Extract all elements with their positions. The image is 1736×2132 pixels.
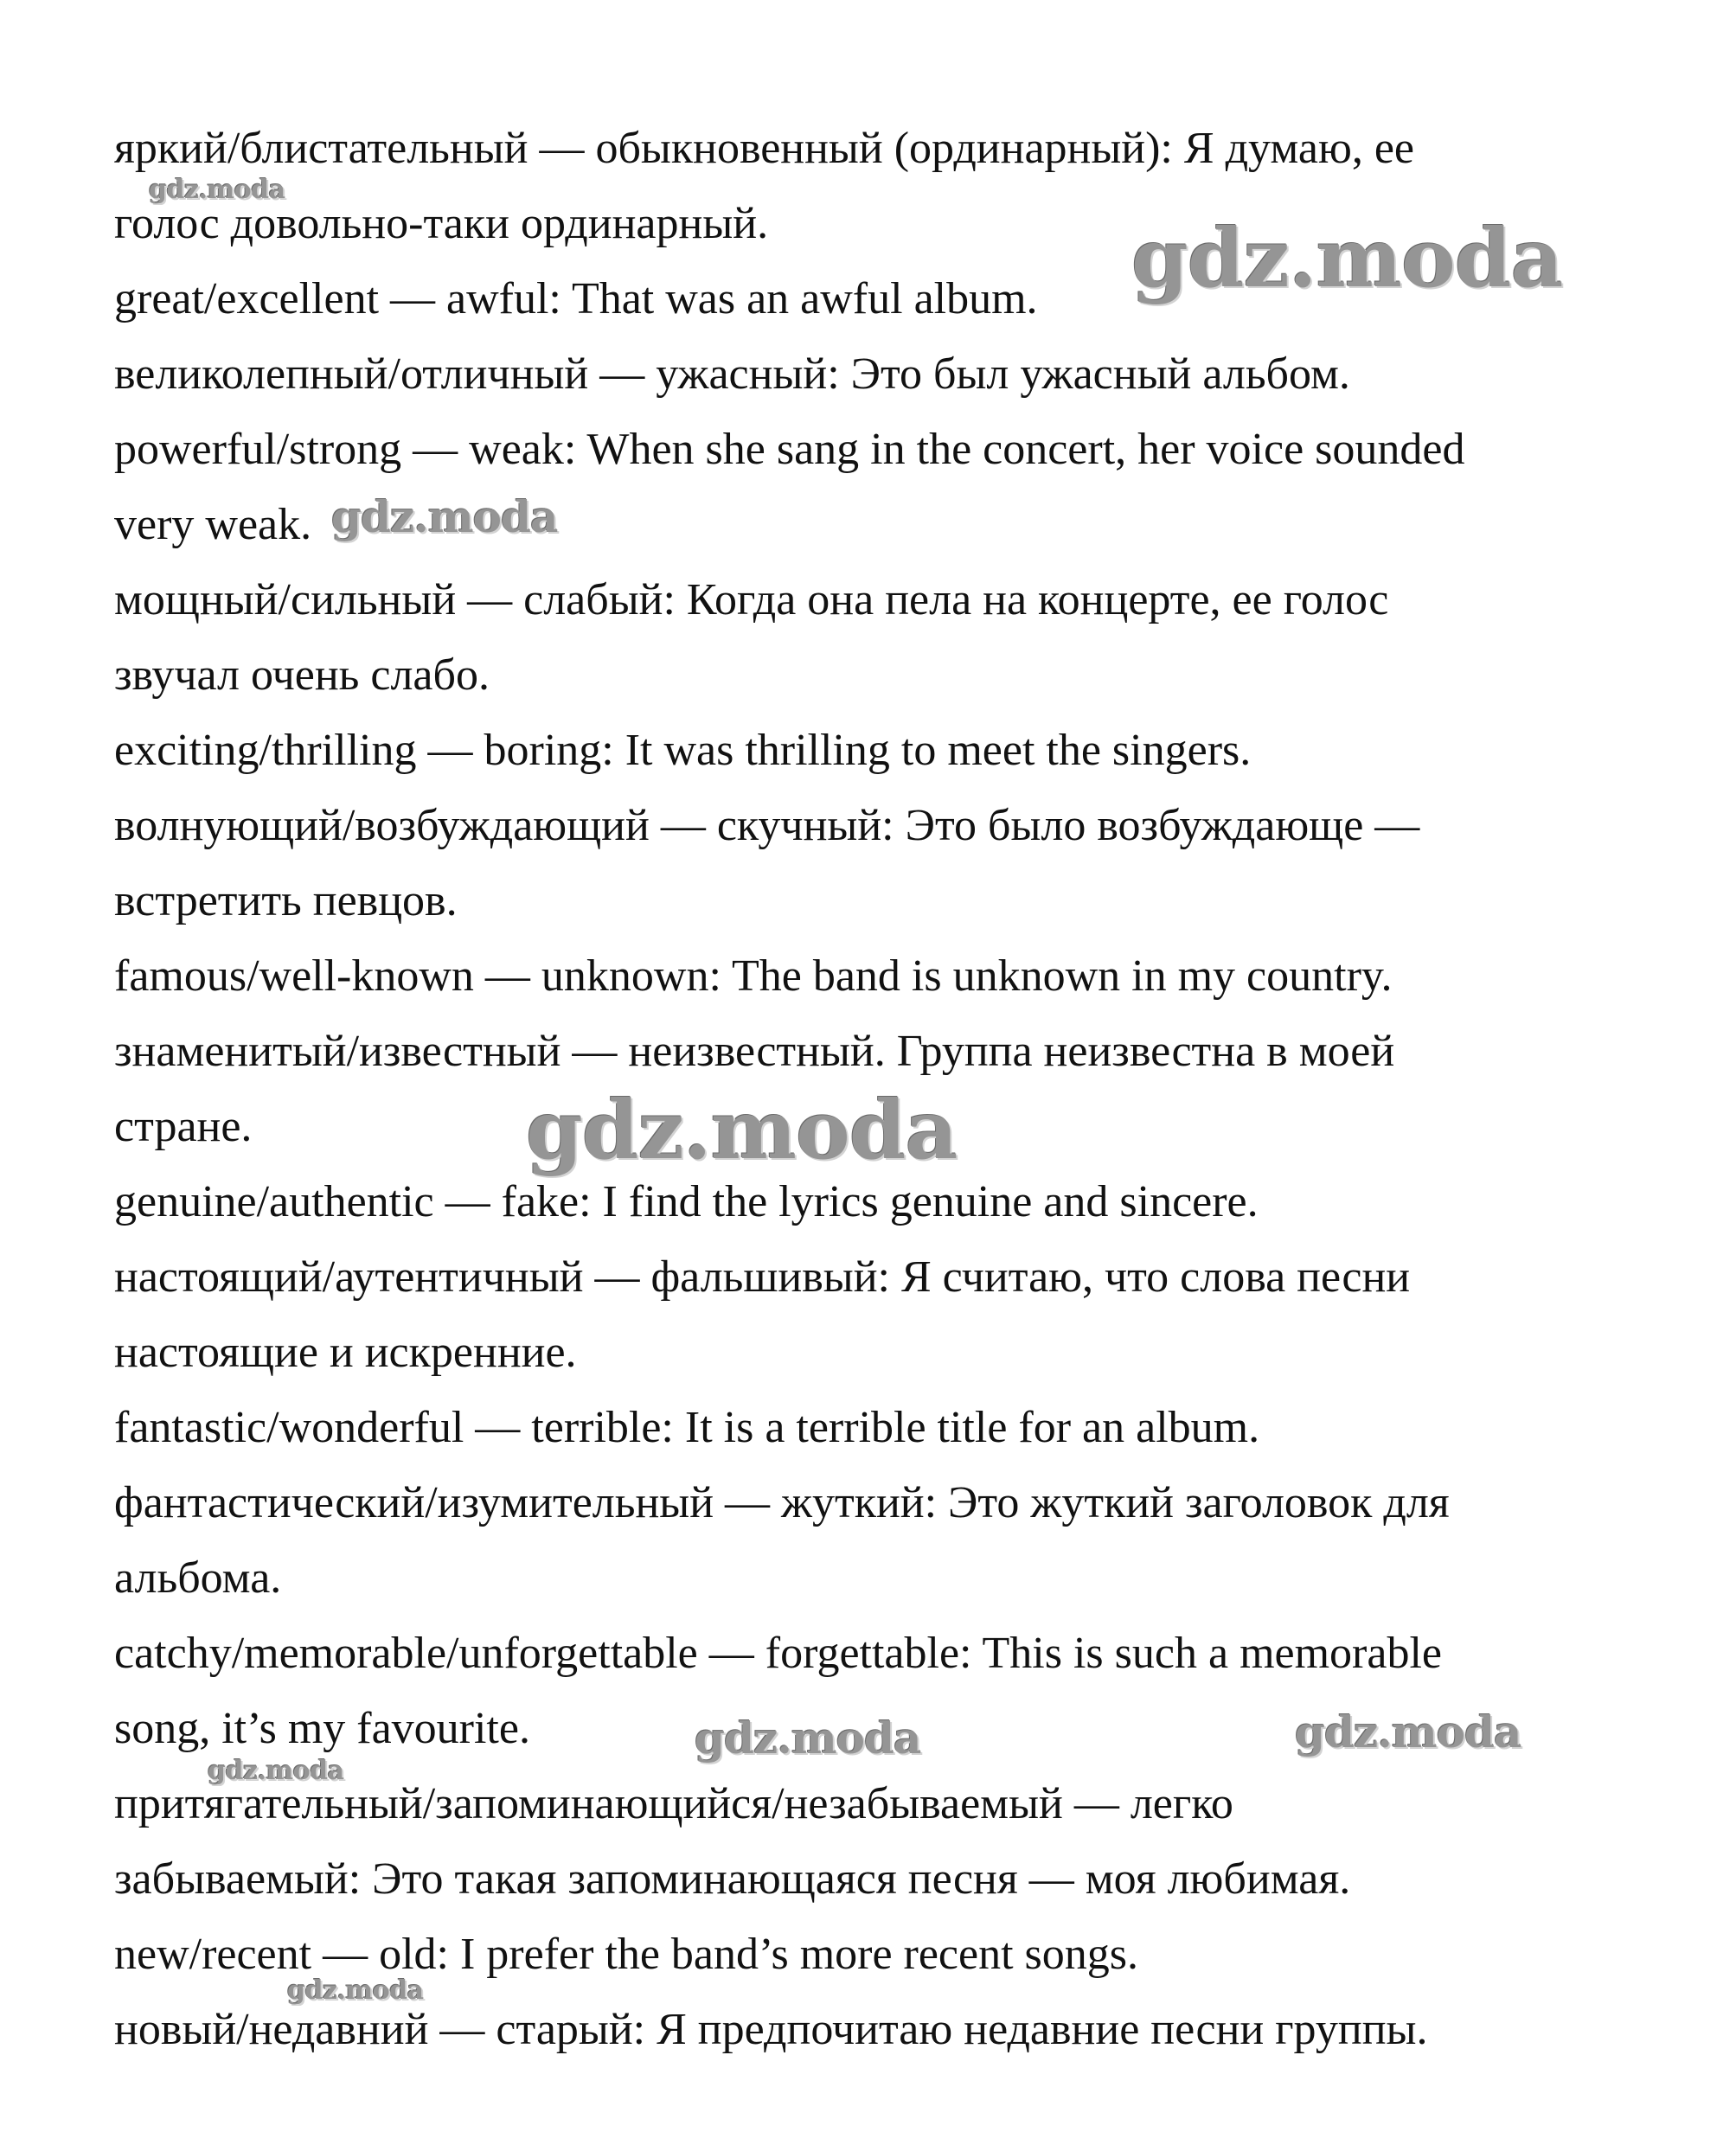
text-line-15: genuine/authentic — fake: I find the lyrics genuine and sincere. <box>114 1177 1259 1226</box>
watermark: gdz.moda <box>287 1975 424 2006</box>
text-line-17: настоящие и искренние. <box>114 1328 577 1377</box>
text-line-23: притягательный/запоминающийся/незабываемый — легко <box>114 1779 1233 1828</box>
text-line-18: fantastic/wonderful — terrible: It is a terrible title for an album. <box>114 1403 1260 1452</box>
text-line-25: new/recent — old: I prefer the band’s more recent songs. <box>114 1930 1139 1979</box>
text-line-7: мощный/сильный — слабый: Когда она пела на концерте, ее голос <box>114 575 1389 624</box>
text-line-16: настоящий/аутентичный — фальшивый: Я считаю, что слова песни <box>114 1252 1411 1302</box>
text-line-12: famous/well-known — unknown: The band is unknown in my country. <box>114 951 1393 1001</box>
text-line-1: яркий/блистательный — обыкновенный (ординарный): Я думаю, ее <box>114 124 1414 173</box>
watermark: gdz.moda <box>526 1083 958 1178</box>
text-line-5: powerful/strong — weak: When she sang in the concert, her voice sounded <box>114 425 1465 474</box>
text-line-11: встретить певцов. <box>114 876 458 925</box>
text-line-22: song, it’s my favourite. <box>114 1704 530 1753</box>
text-line-2: голос довольно-таки ординарный. <box>114 199 769 248</box>
text-line-6: very weak. <box>114 500 312 549</box>
text-line-4: великолепный/отличный — ужасный: Это был ужасный альбом. <box>114 349 1350 399</box>
text-line-14: стране. <box>114 1102 253 1151</box>
watermark: gdz.moda <box>1295 1706 1521 1757</box>
text-line-10: волнующий/возбуждающий — скучный: Это было возбуждающе — <box>114 801 1420 850</box>
watermark: gdz.moda <box>149 175 285 205</box>
text-line-19: фантастический/изумительный — жуткий: Это жуткий заголовок для <box>114 1478 1450 1527</box>
text-line-3: great/excellent — awful: That was an awful album. <box>114 274 1038 323</box>
watermark: gdz.moda <box>208 1756 344 1786</box>
text-line-13: знаменитый/известный — неизвестный. Группа неизвестна в моей <box>114 1027 1395 1076</box>
text-line-8: звучал очень слабо. <box>114 650 490 700</box>
watermark: gdz.moda <box>1131 211 1563 306</box>
watermark: gdz.moda <box>331 491 558 542</box>
text-line-21: catchy/memorable/unforgettable — forgettable: This is such a memorable <box>114 1629 1442 1678</box>
text-line-20: альбома. <box>114 1553 282 1603</box>
watermark: gdz.moda <box>695 1713 921 1764</box>
text-line-9: exciting/thrilling — boring: It was thrilling to meet the singers. <box>114 726 1252 775</box>
text-line-24: забываемый: Это такая запоминающаяся песня — моя любимая. <box>114 1854 1351 1904</box>
text-line-26: новый/недавний — старый: Я предпочитаю недавние песни группы. <box>114 2005 1428 2054</box>
